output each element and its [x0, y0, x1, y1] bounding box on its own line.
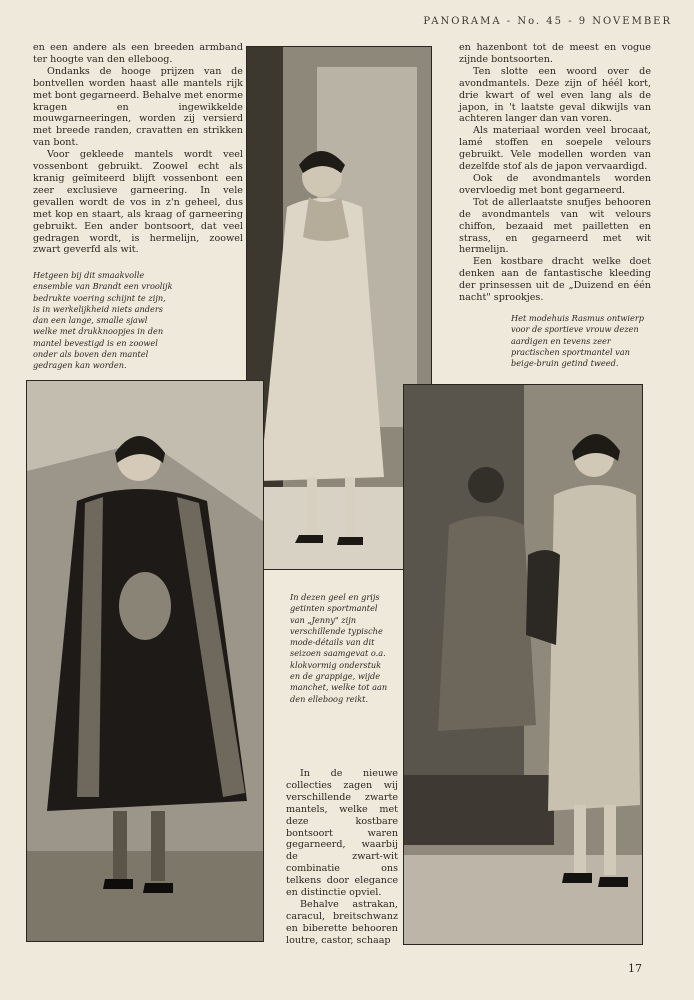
right-paragraph-4: Ook de avondmantels worden overvloedig met bont gegarneerd. [459, 172, 651, 196]
caption-rasmus: Het modehuis Rasmus ontwierp voor de sportieve vrouw dezen aardigen en tevens zeer practischen sportmantel van beige-bruin getind tweed. [511, 313, 645, 369]
left-paragraph-3: Voor gekleede mantels wordt veel vossenbont gebruikt. Zoowel echt als kranig geïmiteerd blijft vossenbont een zeer exclusieve garneering. In vele gevallen wordt de vos in z'n geheel, dus met kop en staart, als kraag of garneering gebruikt. Een ander bontsoort, dat veel gedragen wordt, is hermelijn, zoowel zwart geverfd als wit. [33, 149, 243, 256]
left-paragraph-1: en een andere als een breeden armband ter hoogte van den elleboog. [33, 42, 243, 65]
caption-brandt: Hetgeen bij dit smaakvolle ensemble van Brandt een vroolijk bedrukte voering schijnt te zijn, is in werkelijkheid niets anders dan een lange, smalle sjawl welke met drukknoopjes in den mantel bevestigd is en zoowel onder als boven den mantel gedragen kan worden. [33, 270, 173, 371]
right-paragraph-1: en hazenbont tot de meest en vogue zijnde bontsoorten. [459, 42, 651, 65]
center-paragraph-2: Behalve astrakan, caracul, breitschwanz en biberette behooren loutre, castor, schaap [286, 898, 398, 946]
center-column-text [286, 768, 398, 947]
left-paragraph-2: Ondanks de hooge prijzen van de bontvellen worden haast alle mantels rijk met bont gegarneerd. Behalve met enorme kragen en ingewikkelde mouwgarneeringen, worden zij versierd met breede randen, cravatten en strikken van bont. [33, 65, 243, 149]
caption-jenny: In dezen geel en grijs getinten sportmantel van „Jenny" zijn verschillende typische mode-détails van dit seizoen saamgevat o.a. klokvormig onderstuk en de grappige, wijde manchet, welke tot aan den elleboog reikt. [290, 592, 388, 704]
photo-jenny-sportcoat [403, 384, 643, 945]
photo-brandt-ensemble [26, 380, 264, 942]
right-paragraph-6: Een kostbare dracht welke doet denken aan de fantastische kleeding der prinsessen uit de „Duizend en één nacht" sprookjes. [459, 256, 651, 304]
right-column-text [459, 42, 651, 304]
center-paragraph-1: In de nieuwe collecties zagen wij verschillende zwarte mantels, welke met deze kostbare bontsoort waren gegarneerd, waarbij de zwart-wit combinatie ons telkens door elegance en distinctie opviel. [286, 768, 398, 899]
right-paragraph-5: Tot de allerlaatste snufjes behooren de avondmantels van wit velours chiffon, bezaaid met pailletten en strass, en gegarneerd met wit hermelijn. [459, 196, 651, 256]
left-column-text [33, 42, 243, 256]
running-head: PANORAMA - No. 45 - 9 NOVEMBER [423, 16, 672, 27]
right-paragraph-3: Als materiaal worden veel brocaat, lamé stoffen en soepele velours gebruikt. Vele modellen worden van dezelfde stof als de japon vervaardigd. [459, 125, 651, 173]
right-paragraph-2: Ten slotte een woord over de avondmantels. Deze zijn of héél kort, drie kwart of wel even lang als de japon, in 't laatste geval dikwijls van achteren langer dan van voren. [459, 65, 651, 125]
page-number: 17 [628, 962, 642, 975]
